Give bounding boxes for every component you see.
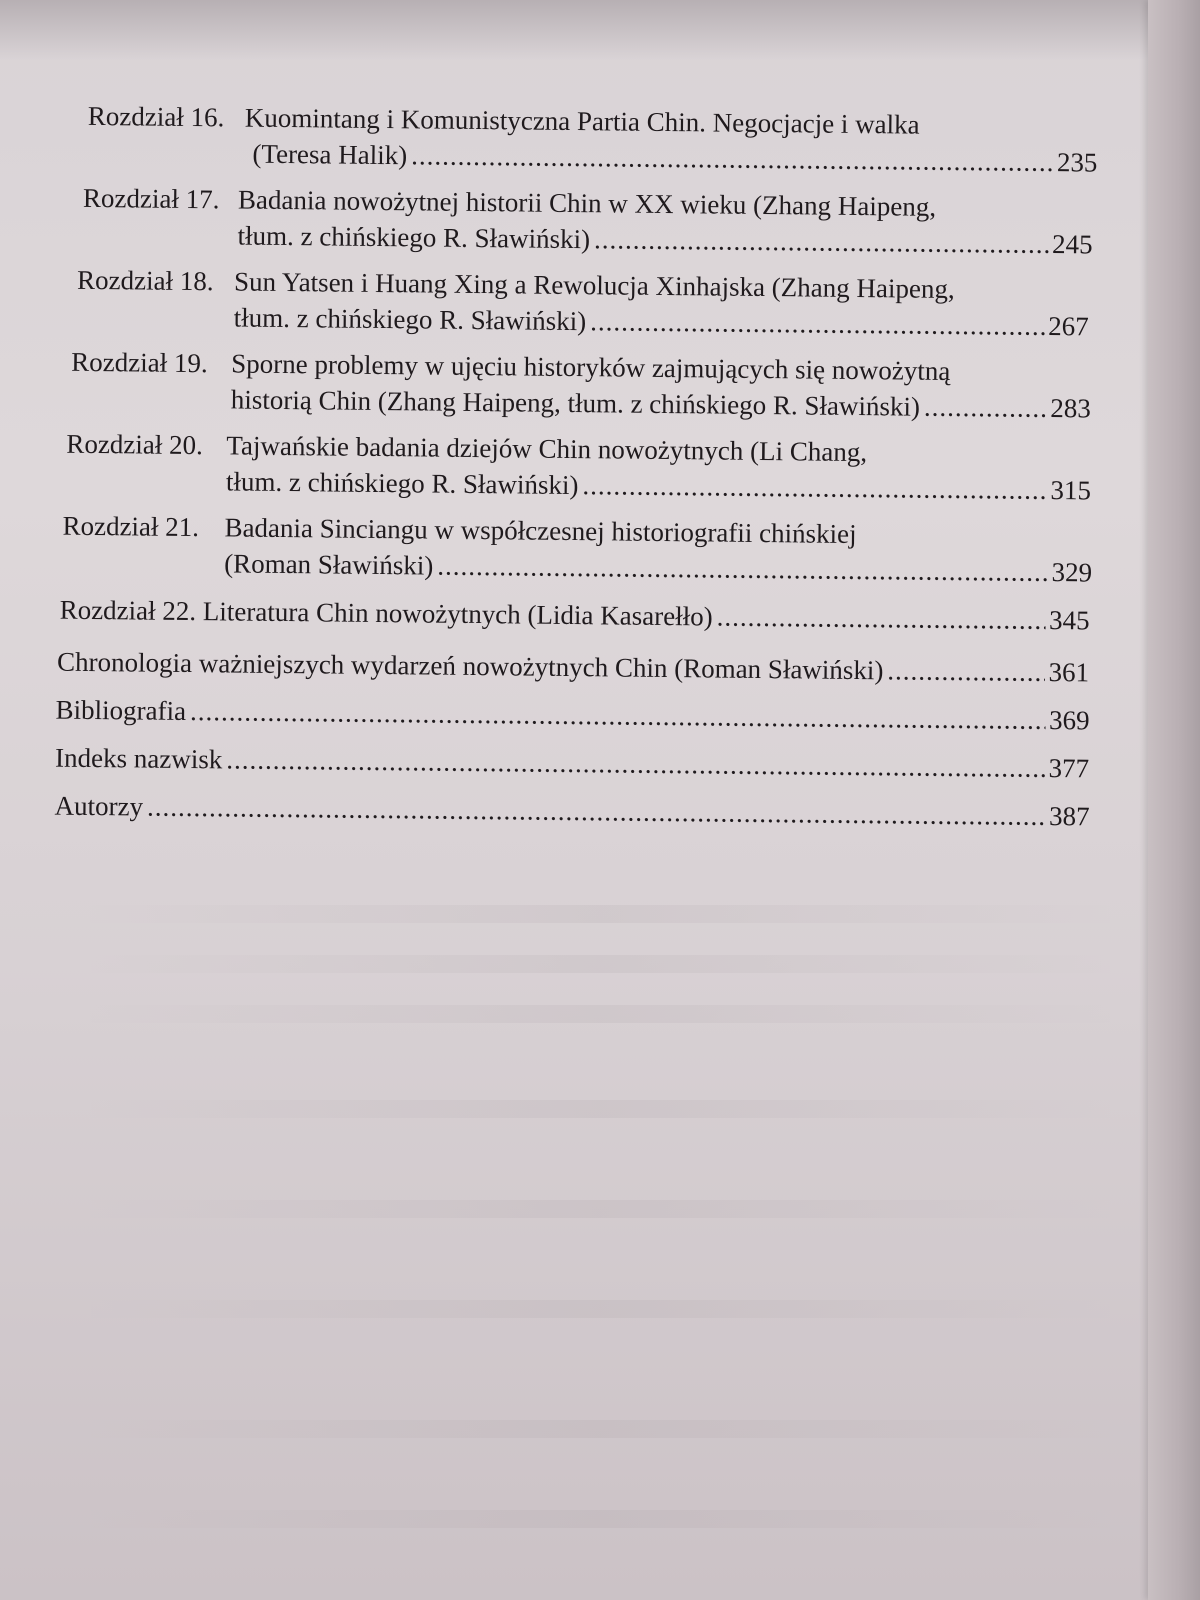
show-through-text xyxy=(80,1100,1120,1118)
entry-title: Rozdział 22. Literatura Chin nowożytnych (Lidia Kasarełło) xyxy=(59,594,713,632)
chapter-author: tłum. z chińskiego R. Sławiński) xyxy=(233,302,587,337)
show-through-text xyxy=(80,955,1120,973)
page-number: 345 xyxy=(1048,605,1090,636)
toc-entry-chapter-22 xyxy=(59,595,1089,642)
leader-dots xyxy=(717,602,1046,636)
chapter-author: tłum. z chińskiego R. Sławiński) xyxy=(225,466,579,501)
page-number: 329 xyxy=(1051,557,1093,588)
chapter-title-line2 xyxy=(226,466,1091,506)
leader-dots xyxy=(226,744,1045,784)
chapter-title: Sun Yatsen i Huang Xing a Rewolucja Xinhajska (Zhang Haipeng, xyxy=(233,266,955,305)
show-through-text xyxy=(80,1510,1120,1528)
page-number: 235 xyxy=(1056,147,1098,178)
leader-dots xyxy=(411,140,1053,178)
page-number: 267 xyxy=(1048,310,1089,342)
chapter-label: Rozdział 17. xyxy=(82,182,220,215)
leader-dots xyxy=(590,306,1044,342)
entry-title: Autorzy xyxy=(54,790,144,822)
chapter-title: Tajwańskie badania dziejów Chin nowożytnych (Li Chang, xyxy=(226,430,868,468)
chapter-title: Badania Sinciangu w współczesnej historiografii chińskiej xyxy=(224,512,857,549)
show-through-text xyxy=(80,1420,1120,1438)
toc-entry-chapter-21 xyxy=(62,510,1093,588)
chapter-title-line2 xyxy=(224,548,1092,588)
toc-entry-chapter-16 xyxy=(87,100,1098,178)
entry-title: Chronologia ważniejszych wydarzeń nowożytnych Chin (Roman Sławiński) xyxy=(56,646,884,686)
page-number: 387 xyxy=(1048,801,1090,832)
toc-entry-bibliografia xyxy=(55,695,1089,742)
page-number: 369 xyxy=(1048,705,1090,736)
show-through-text xyxy=(80,1200,1120,1218)
toc-entry-chapter-20 xyxy=(66,428,1092,506)
page-number: 245 xyxy=(1051,229,1093,260)
chapter-label: Rozdział 20. xyxy=(66,428,204,461)
chapter-author: (Roman Sławiński) xyxy=(224,548,434,581)
page-shadow xyxy=(0,0,1200,60)
chapter-label: Rozdział 21. xyxy=(62,510,200,543)
page-number: 283 xyxy=(1050,393,1091,424)
page-number: 315 xyxy=(1050,475,1092,506)
chapter-author: tłum. z chińskiego R. Sławiński) xyxy=(237,220,591,255)
chapter-label: Rozdział 19. xyxy=(71,346,208,379)
chapter-author: historią Chin (Zhang Haipeng, tłum. z chińskiego R. Sławiński) xyxy=(230,384,921,422)
chapter-title: Kuomintang i Komunistyczna Partia Chin. Negocjacje i walka xyxy=(244,102,920,140)
leader-dots xyxy=(437,551,1048,588)
toc-entry-chapter-17 xyxy=(82,182,1094,260)
page-number: 361 xyxy=(1048,657,1090,688)
leader-dots xyxy=(190,696,1045,736)
toc-entry-chapter-19 xyxy=(71,346,1092,424)
chapter-title: Badania nowożytnej historii Chin w XX wieku (Zhang Haipeng, xyxy=(237,184,937,222)
entry-title: Bibliografia xyxy=(55,694,187,726)
chapter-title-line2 xyxy=(237,220,1092,260)
page-edge xyxy=(1148,0,1200,1600)
leader-dots xyxy=(582,470,1046,506)
toc-entry-autorzy xyxy=(54,791,1089,838)
toc-entry-indeks-nazwisk xyxy=(55,743,1089,790)
page-number: 377 xyxy=(1048,753,1090,784)
leader-dots xyxy=(147,792,1045,832)
chapter-title-line2 xyxy=(234,302,1089,342)
show-through-text xyxy=(80,1005,1120,1023)
chapter-title: Sporne problemy w ujęciu historyków zajmujących się nowożytną xyxy=(231,348,951,386)
entry-title: Indeks nazwisk xyxy=(54,742,223,775)
table-of-contents xyxy=(0,100,1200,832)
chapter-author: (Teresa Halik) xyxy=(252,138,408,171)
show-through-text xyxy=(80,1300,1120,1318)
chapter-title-line2 xyxy=(231,384,1091,424)
chapter-label: Rozdział 16. xyxy=(87,100,225,133)
chapter-title-line2 xyxy=(252,139,1097,179)
toc-entry-chronologia xyxy=(57,647,1089,694)
leader-dots xyxy=(887,655,1044,688)
leader-dots xyxy=(924,392,1047,424)
leader-dots xyxy=(594,224,1048,260)
toc-entry-chapter-18 xyxy=(76,264,1093,342)
show-through-text xyxy=(80,905,1120,923)
chapter-label: Rozdział 18. xyxy=(76,264,214,297)
